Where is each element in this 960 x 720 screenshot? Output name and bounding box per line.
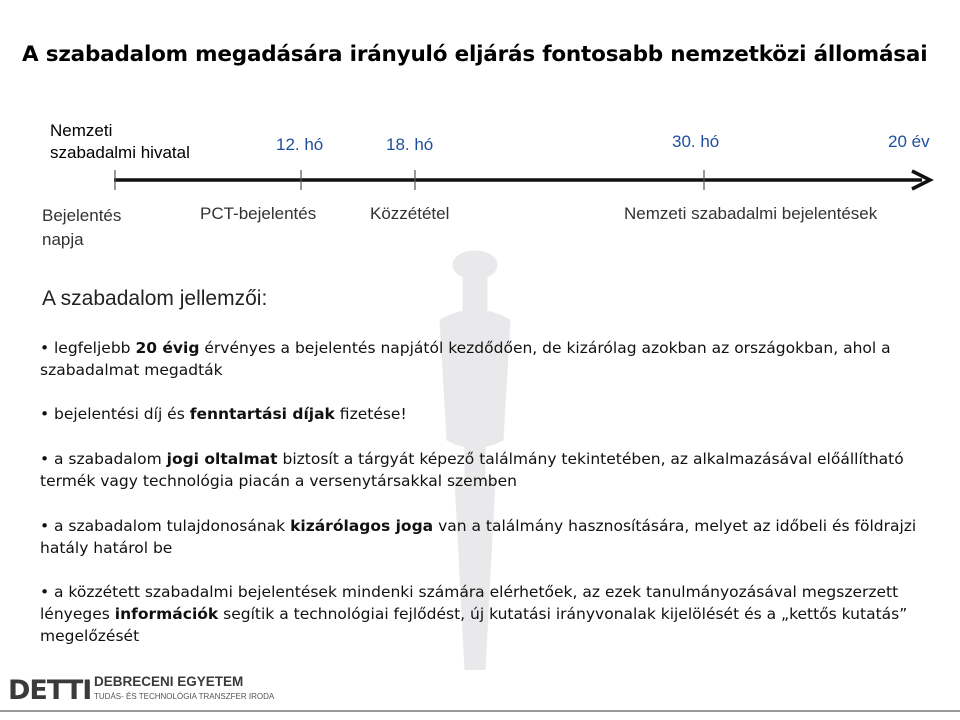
bullet-item <box>40 403 920 425</box>
bullet-item <box>40 515 920 559</box>
bullet-emphasis: információk <box>114 605 219 623</box>
bullet-text: a szabadalom tulajdonosának <box>54 517 291 535</box>
timeline-start-label-top <box>50 120 190 164</box>
bullet-text: segítik a technológiai fejlődést, új kutatási irányvonalak kijelölését és a „kettős kutatás” megelőzését <box>40 605 908 645</box>
bullet-text: a közzétett szabadalmi bejelentések mindenki számára elérhetőek, az ezek tanulmányozásával megszerzett lényeges <box>40 583 899 623</box>
filing-date-line-1: Bejelentés <box>42 206 122 225</box>
bullet-text: biztosít a tárgyát képező találmány tekintetében, az alkalmazásával előállítható termék vagy technológia piacán a versenytársakkal szemben <box>40 450 904 490</box>
start-label-line-2: szabadalmi hivatal <box>50 143 190 162</box>
milestone-18-months: 18. hó <box>386 135 434 154</box>
logo-org-subtitle: TUDÁS- ÉS TECHNOLÓGIA TRANSZFER IRODA <box>94 692 275 701</box>
bullet-dot-icon: • <box>40 339 50 357</box>
bullet-dot-icon: • <box>40 583 50 601</box>
bullet-dot-icon: • <box>40 405 50 423</box>
timeline-start-label-bottom <box>42 204 121 252</box>
milestone-12-months: 12. hó <box>276 135 324 154</box>
milestone-national-filings: Nemzeti szabadalmi bejelentések <box>624 204 878 223</box>
bullet-item <box>40 581 920 647</box>
bullet-emphasis: kizárólagos joga <box>290 517 434 535</box>
bullet-dot-icon: • <box>40 450 50 468</box>
bullet-emphasis: fenntartási díjak <box>189 405 335 423</box>
milestone-pct-filing: PCT-bejelentés <box>200 204 317 223</box>
section-title: A szabadalom jellemzői: <box>42 287 268 310</box>
timeline-arrow <box>100 168 940 196</box>
footer-divider <box>0 710 960 712</box>
bullet-text: érvényes a bejelentés napjától kezdődően, de kizárólag azokban az országokban, ahol a szabadalmat megadták <box>40 339 891 379</box>
filing-date-line-2: napja <box>42 230 84 249</box>
bullet-text: fizetése! <box>334 405 407 423</box>
bullet-emphasis: jogi oltalmat <box>166 450 278 468</box>
milestone-20-years: 20 év <box>888 132 930 151</box>
logo-org-name: DEBRECENI EGYETEM <box>94 674 244 689</box>
milestone-30-months: 30. hó <box>672 132 720 151</box>
bullet-item <box>40 337 920 381</box>
bullet-text: a szabadalom <box>54 450 167 468</box>
bullet-text: van a találmány hasznosítására, melyet az időbeli és földrajzi hatály határol be <box>40 517 917 557</box>
page-title: A szabadalom megadására irányuló eljárás fontosabb nemzetközi állomásai <box>22 42 928 67</box>
university-logo <box>8 672 308 706</box>
bullet-text: legfeljebb <box>54 339 136 357</box>
logo-mark: DETTI <box>8 675 92 706</box>
bullet-text: bejelentési díj és <box>54 405 190 423</box>
start-label-line-1: Nemzeti <box>50 121 113 140</box>
milestone-publication: Közzététel <box>370 204 450 223</box>
bullet-emphasis: 20 évig <box>135 339 200 357</box>
bullet-item <box>40 448 920 492</box>
bullet-dot-icon: • <box>40 517 50 535</box>
